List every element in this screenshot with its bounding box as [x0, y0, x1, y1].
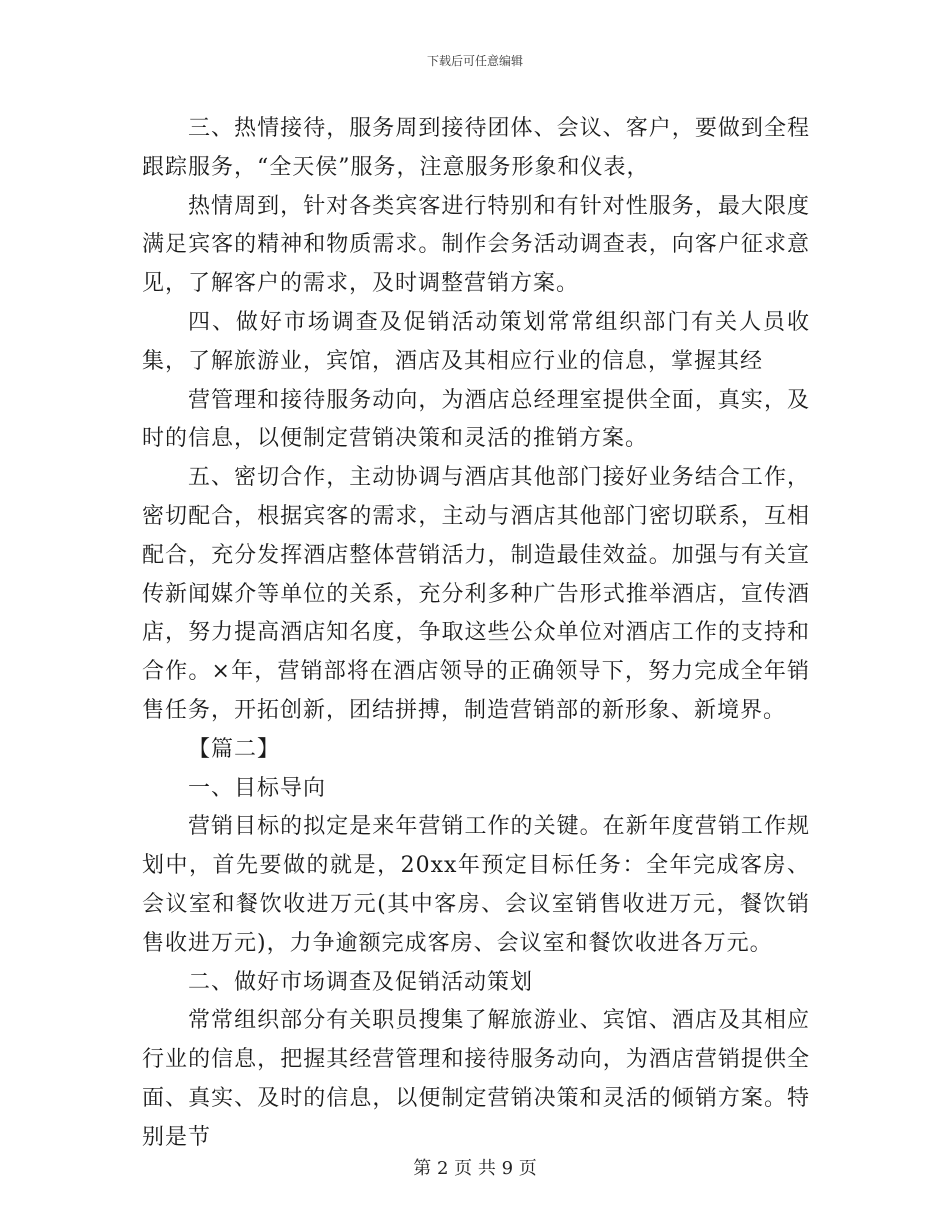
paragraph-6: 营销目标的拟定是来年营销工作的关键。在新年度营销工作规划中，首先要做的就是，20xx年预定目标任务：全年完成客房、会议室和餐饮收进万元(其中客房、会议室销售收进万元，餐饮销售收进万元)，力争逾额完成客房、会议室和餐饮收进各万元。	[142, 814, 810, 956]
paragraph-2: 热情周到，针对各类宾客进行特别和有针对性服务，最大限度满足宾客的精神和物质需求。制作会务活动调查表，向客户征求意见，了解客户的需求，及时调整营销方案。	[142, 193, 810, 297]
paragraph-7: 常常组织部分有关职员搜集了解旅游业、宾馆、酒店及其相应行业的信息，把握其经营管理和接待服务动向，为酒店营销提供全面、真实、及时的信息，以便制定营销决策和灵活的倾销方案。特别是节	[142, 1008, 810, 1150]
subheading-goal-orientation: 一、目标导向	[188, 775, 327, 801]
subheading-market-research: 二、做好市场调查及促销活动策划	[188, 969, 534, 995]
page-header: 下载后可任意编辑	[426, 54, 523, 68]
section-heading-part-two: 【篇二】	[188, 736, 281, 762]
paragraph-5: 五、密切合作，主动协调与酒店其他部门接好业务结合工作，密切配合，根据宾客的需求，主动与酒店其他部门密切联系，互相配合，充分发挥酒店整体营销活力，制造最佳效益。加强与有关宣传新闻媒介等单位的关系，充分利多种广告形式推举酒店，宣传酒店，努力提高酒店知名度，争取这些公众单位对酒店工作的支持和合作。×年，营销部将在酒店领导的正确领导下，努力完成全年销售任务，开拓创新，团结拼搏，制造营销部的新形象、新境界。	[142, 465, 810, 723]
paragraph-4: 营管理和接待服务动向，为酒店总经理室提供全面，真实，及时的信息，以便制定营销决策和灵活的推销方案。	[142, 387, 810, 452]
paragraph-3: 四、做好市场调查及促销活动策划常常组织部门有关人员收集，了解旅游业，宾馆，酒店及其相应行业的信息，掌握其经	[142, 309, 810, 374]
page-footer: 第 2 页 共 9 页	[413, 1158, 537, 1179]
paragraph-1: 三、热情接待，服务周到接待团体、会议、客户，要做到全程跟踪服务，“全天侯”服务，注意服务形象和仪表，	[142, 116, 810, 180]
document-body	[142, 110, 810, 1158]
